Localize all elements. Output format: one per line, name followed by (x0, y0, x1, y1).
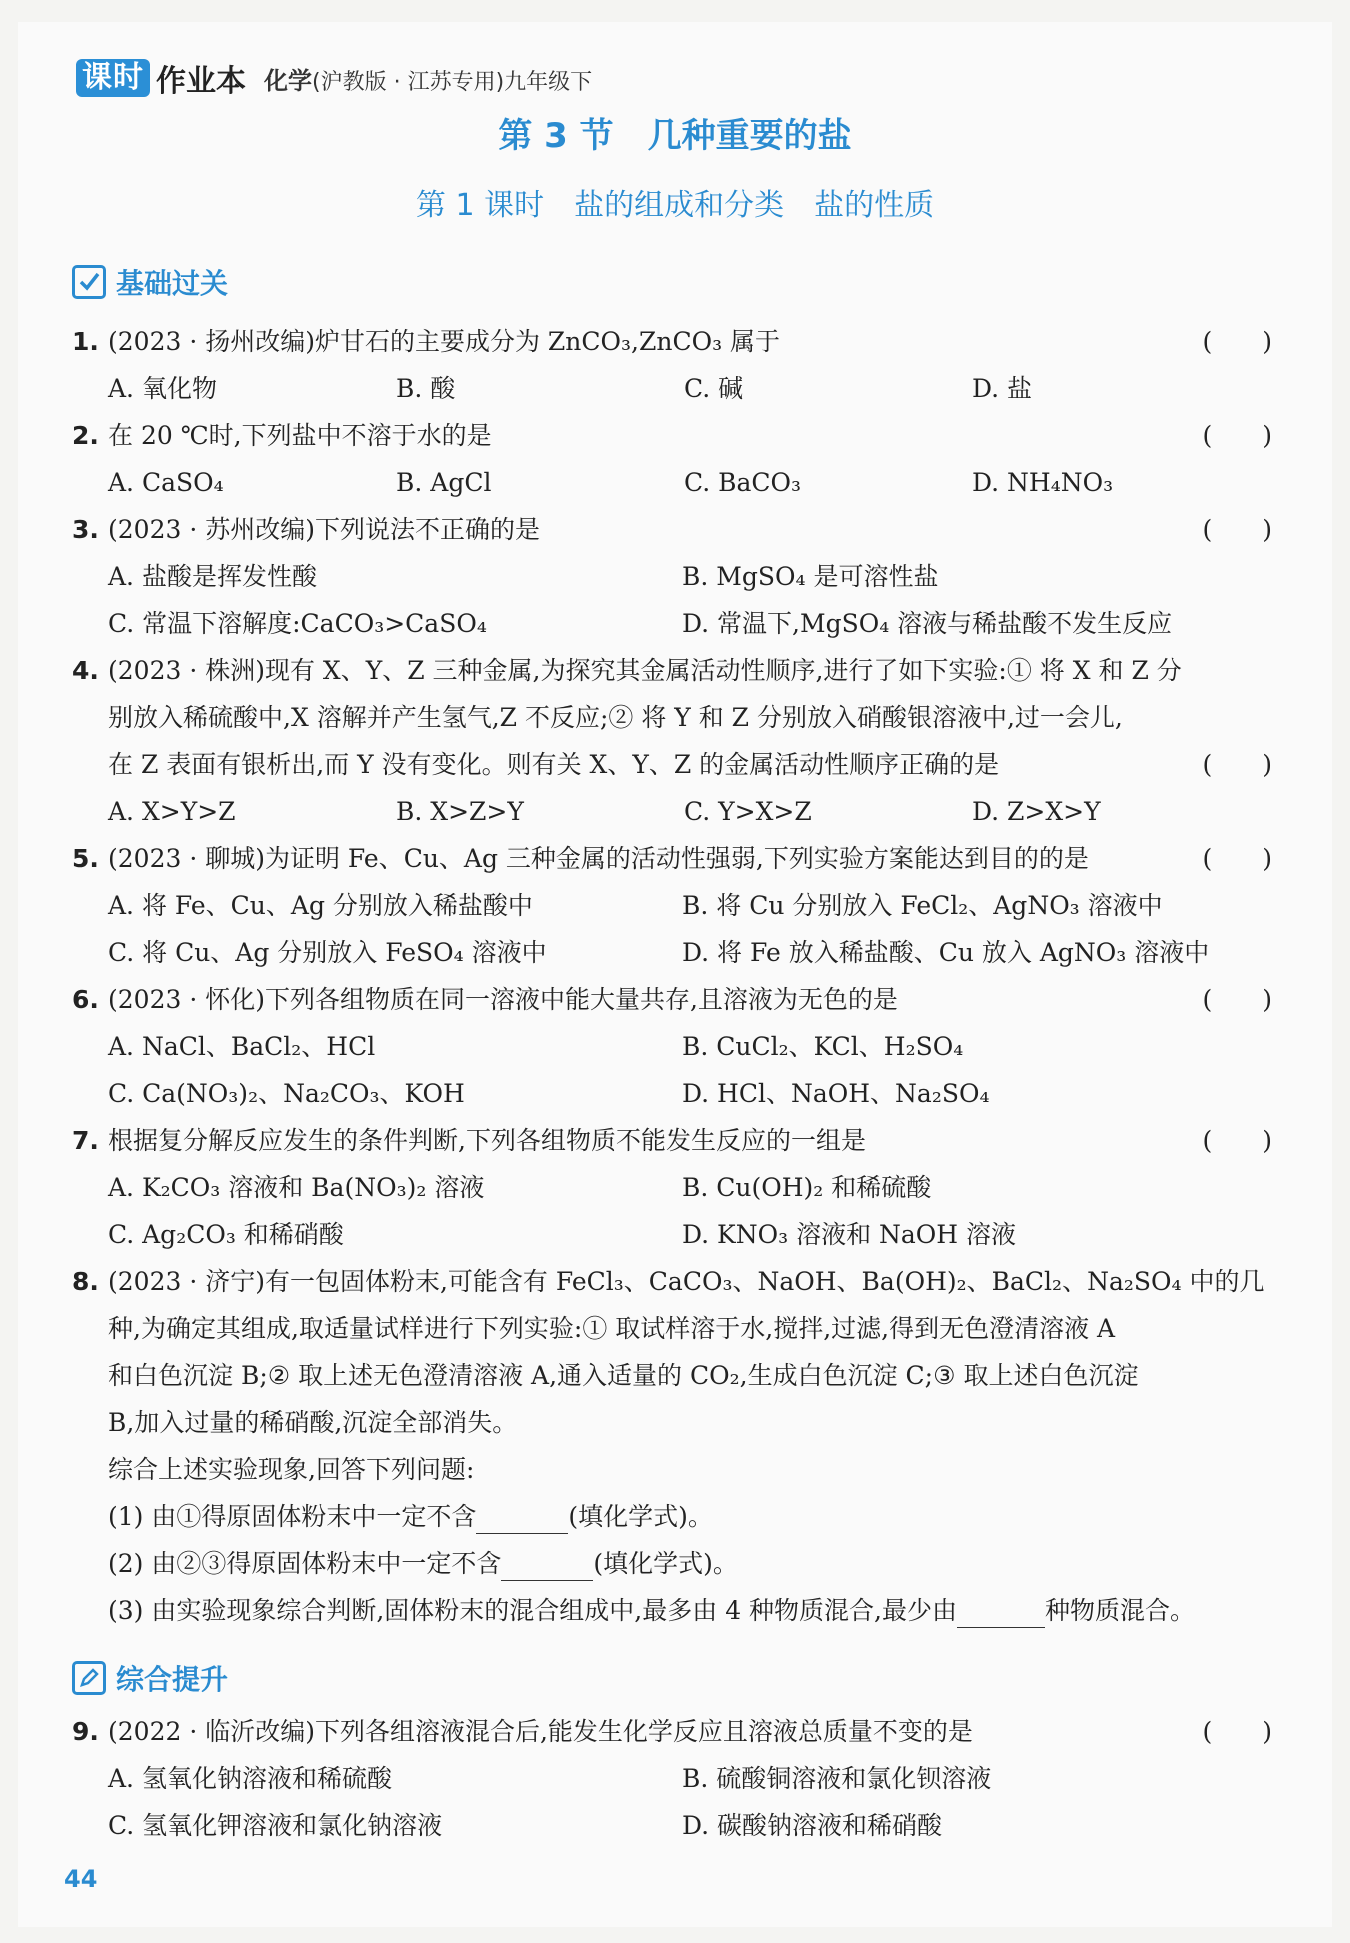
question-number: 5. (72, 844, 99, 873)
question-8-sub-1 (72, 1493, 1272, 1540)
question-8-line-3: 和白色沉淀 B;② 取上述无色澄清溶液 A,通入适量的 CO₂,生成白色沉淀 C;③ 取上述白色沉淀 (108, 1361, 1139, 1390)
question-number: 3. (72, 515, 99, 544)
book-logo: 课时 (76, 59, 150, 97)
question-6 (72, 976, 1272, 1023)
option-b[interactable]: B. 硫酸铜溶液和氯化钡溶液 (682, 1764, 992, 1793)
question-9 (72, 1708, 1272, 1755)
option-d[interactable]: D. NH₄NO₃ (972, 468, 1114, 497)
option-d[interactable]: D. Z>X>Y (972, 797, 1101, 826)
sub-question-text: (2) 由②③得原固体粉末中一定不含 (108, 1549, 502, 1578)
sub-question-hint: 种物质混合。 (1045, 1596, 1196, 1625)
option-d[interactable]: D. 将 Fe 放入稀盐酸、Cu 放入 AgNO₃ 溶液中 (682, 938, 1210, 967)
question-4-line-3 (72, 741, 1272, 788)
option-d[interactable]: D. 碳酸钠溶液和稀硝酸 (682, 1811, 943, 1840)
question-3-options-cd (72, 600, 1272, 647)
option-a[interactable]: A. 盐酸是挥发性酸 (108, 562, 317, 591)
question-number: 8. (72, 1267, 99, 1296)
banner-basic (72, 262, 228, 302)
option-c[interactable]: C. 氢氧化钾溶液和氯化钠溶液 (108, 1811, 443, 1840)
question-number: 4. (72, 656, 99, 685)
option-d[interactable]: D. 盐 (972, 374, 1033, 403)
banner-advanced-label: 综合提升 (116, 1663, 229, 1696)
question-text: 在 Z 表面有银析出,而 Y 没有变化。则有关 X、Y、Z 的金属活动性顺序正确的是 (108, 750, 1000, 779)
banner-advanced (72, 1658, 228, 1698)
option-c[interactable]: C. Y>X>Z (684, 797, 812, 826)
question-3-options-ab (72, 553, 1272, 600)
question-1-options (72, 365, 1272, 412)
option-c[interactable]: C. Ag₂CO₃ 和稀硝酸 (108, 1220, 344, 1249)
question-number: 2. (72, 421, 99, 450)
question-8 (72, 1258, 1272, 1305)
question-text: (2022 · 临沂改编)下列各组溶液混合后,能发生化学反应且溶液总质量不变的是 (108, 1717, 973, 1746)
question-3 (72, 506, 1272, 553)
option-c[interactable]: C. Ca(NO₃)₂、Na₂CO₃、KOH (108, 1079, 465, 1108)
question-number: 1. (72, 327, 99, 356)
book-logo-suffix: 作业本 (156, 64, 246, 99)
question-2 (72, 412, 1272, 459)
question-8-line-4: B,加入过量的稀硝酸,沉淀全部消失。 (108, 1408, 518, 1437)
question-8-line-5: 综合上述实验现象,回答下列问题: (108, 1455, 475, 1484)
banner-basic-label: 基础过关 (116, 267, 229, 300)
option-b[interactable]: B. 将 Cu 分别放入 FeCl₂、AgNO₃ 溶液中 (682, 891, 1163, 920)
option-d[interactable]: D. 常温下,MgSO₄ 溶液与稀盐酸不发生反应 (682, 609, 1173, 638)
book-subject (264, 61, 592, 96)
question-5-options-cd (72, 929, 1272, 976)
question-6-options-cd (72, 1070, 1272, 1117)
page-number: 44 (64, 1865, 98, 1893)
question-text: 在 20 ℃时,下列盐中不溶于水的是 (108, 421, 492, 450)
question-list-2 (72, 1708, 1272, 1849)
question-9-options-cd (72, 1802, 1272, 1849)
option-a[interactable]: A. X>Y>Z (108, 797, 236, 826)
question-5-options-ab (72, 882, 1272, 929)
question-9-options-ab (72, 1755, 1272, 1802)
question-5 (72, 835, 1272, 882)
question-7 (72, 1117, 1272, 1164)
question-8-sub-2 (72, 1540, 1272, 1587)
option-b[interactable]: B. AgCl (396, 468, 492, 497)
question-7-options-ab (72, 1164, 1272, 1211)
option-a[interactable]: A. 将 Fe、Cu、Ag 分别放入稀盐酸中 (108, 891, 533, 920)
answer-blank[interactable]: ( ) (1202, 750, 1272, 779)
section-title: 第 3 节 几种重要的盐 (498, 116, 852, 156)
option-c[interactable]: C. 将 Cu、Ag 分别放入 FeSO₄ 溶液中 (108, 938, 547, 967)
option-d[interactable]: D. HCl、NaOH、Na₂SO₄ (682, 1079, 990, 1108)
question-number: 7. (72, 1126, 99, 1155)
question-text: (2023 · 扬州改编)炉甘石的主要成分为 ZnCO₃,ZnCO₃ 属于 (108, 327, 781, 356)
answer-blank[interactable]: ( ) (1202, 1126, 1272, 1155)
question-8-sub-3 (72, 1587, 1272, 1634)
question-4-options (72, 788, 1272, 835)
question-7-options-cd (72, 1211, 1272, 1258)
option-c[interactable]: C. 碱 (684, 374, 744, 403)
sub-question-text: (3) 由实验现象综合判断,固体粉末的混合组成中,最多由 4 种物质混合,最少由 (108, 1596, 958, 1625)
question-4-line-2: 别放入稀硫酸中,X 溶解并产生氢气,Z 不反应;② 将 Y 和 Z 分别放入硝酸银溶液中,过一会儿, (108, 703, 1123, 732)
lesson-title: 第 1 课时 盐的组成和分类 盐的性质 (415, 188, 935, 223)
question-2-options (72, 459, 1272, 506)
question-6-options-ab (72, 1023, 1272, 1070)
sub-question-hint: (填化学式)。 (568, 1502, 713, 1531)
option-b[interactable]: B. MgSO₄ 是可溶性盐 (682, 562, 939, 591)
checkbox-icon (72, 265, 106, 299)
fill-blank[interactable] (476, 1503, 568, 1534)
question-number: 6. (72, 985, 99, 1014)
answer-blank[interactable]: ( ) (1202, 844, 1272, 873)
option-a[interactable]: A. 氧化物 (108, 374, 217, 403)
fill-blank[interactable] (957, 1597, 1045, 1628)
option-a[interactable]: A. 氢氧化钠溶液和稀硫酸 (108, 1764, 392, 1793)
question-text: (2023 · 济宁)有一包固体粉末,可能含有 FeCl₃、CaCO₃、NaOH、Ba(OH)₂、BaCl₂、Na₂SO₄ 中的几 (108, 1267, 1265, 1296)
option-a[interactable]: A. CaSO₄ (108, 468, 224, 497)
answer-blank[interactable]: ( ) (1202, 515, 1272, 544)
option-b[interactable]: B. 酸 (396, 374, 456, 403)
question-1 (72, 318, 1272, 365)
answer-blank[interactable]: ( ) (1202, 421, 1272, 450)
option-b[interactable]: B. X>Z>Y (396, 797, 524, 826)
answer-blank[interactable]: ( ) (1202, 327, 1272, 356)
book-edition: (沪教版 · 江苏专用)九年级下 (312, 69, 593, 95)
question-text: (2023 · 苏州改编)下列说法不正确的是 (108, 515, 540, 544)
book-header (76, 58, 592, 98)
question-text: (2023 · 聊城)为证明 Fe、Cu、Ag 三种金属的活动性强弱,下列实验方案能达到目的的是 (108, 844, 1089, 873)
option-a[interactable]: A. NaCl、BaCl₂、HCl (108, 1032, 376, 1061)
option-c[interactable]: C. 常温下溶解度:CaCO₃>CaSO₄ (108, 609, 487, 638)
subject-name: 化学 (264, 66, 312, 95)
option-d[interactable]: D. KNO₃ 溶液和 NaOH 溶液 (682, 1220, 1017, 1249)
question-text: (2023 · 怀化)下列各组物质在同一溶液中能大量共存,且溶液为无色的是 (108, 985, 898, 1014)
question-text: 根据复分解反应发生的条件判断,下列各组物质不能发生反应的一组是 (108, 1126, 866, 1155)
question-text: (2023 · 株洲)现有 X、Y、Z 三种金属,为探究其金属活动性顺序,进行了如下实验:① 将 X 和 Z 分 (108, 656, 1182, 685)
answer-blank[interactable]: ( ) (1202, 1717, 1272, 1746)
option-a[interactable]: A. K₂CO₃ 溶液和 Ba(NO₃)₂ 溶液 (108, 1173, 485, 1202)
answer-blank[interactable]: ( ) (1202, 985, 1272, 1014)
option-c[interactable]: C. BaCO₃ (684, 468, 802, 497)
option-b[interactable]: B. CuCl₂、KCl、H₂SO₄ (682, 1032, 964, 1061)
question-list (72, 318, 1272, 1634)
sub-question-hint: (填化学式)。 (593, 1549, 738, 1578)
question-4 (72, 647, 1272, 694)
question-8-line-2: 种,为确定其组成,取适量试样进行下列实验:① 取试样溶于水,搅拌,过滤,得到无色澄清溶液 A (108, 1314, 1116, 1343)
question-number: 9. (72, 1717, 99, 1746)
pencil-icon (72, 1661, 106, 1695)
fill-blank[interactable] (501, 1550, 593, 1581)
sub-question-text: (1) 由①得原固体粉末中一定不含 (108, 1502, 477, 1531)
option-b[interactable]: B. Cu(OH)₂ 和稀硫酸 (682, 1173, 932, 1202)
